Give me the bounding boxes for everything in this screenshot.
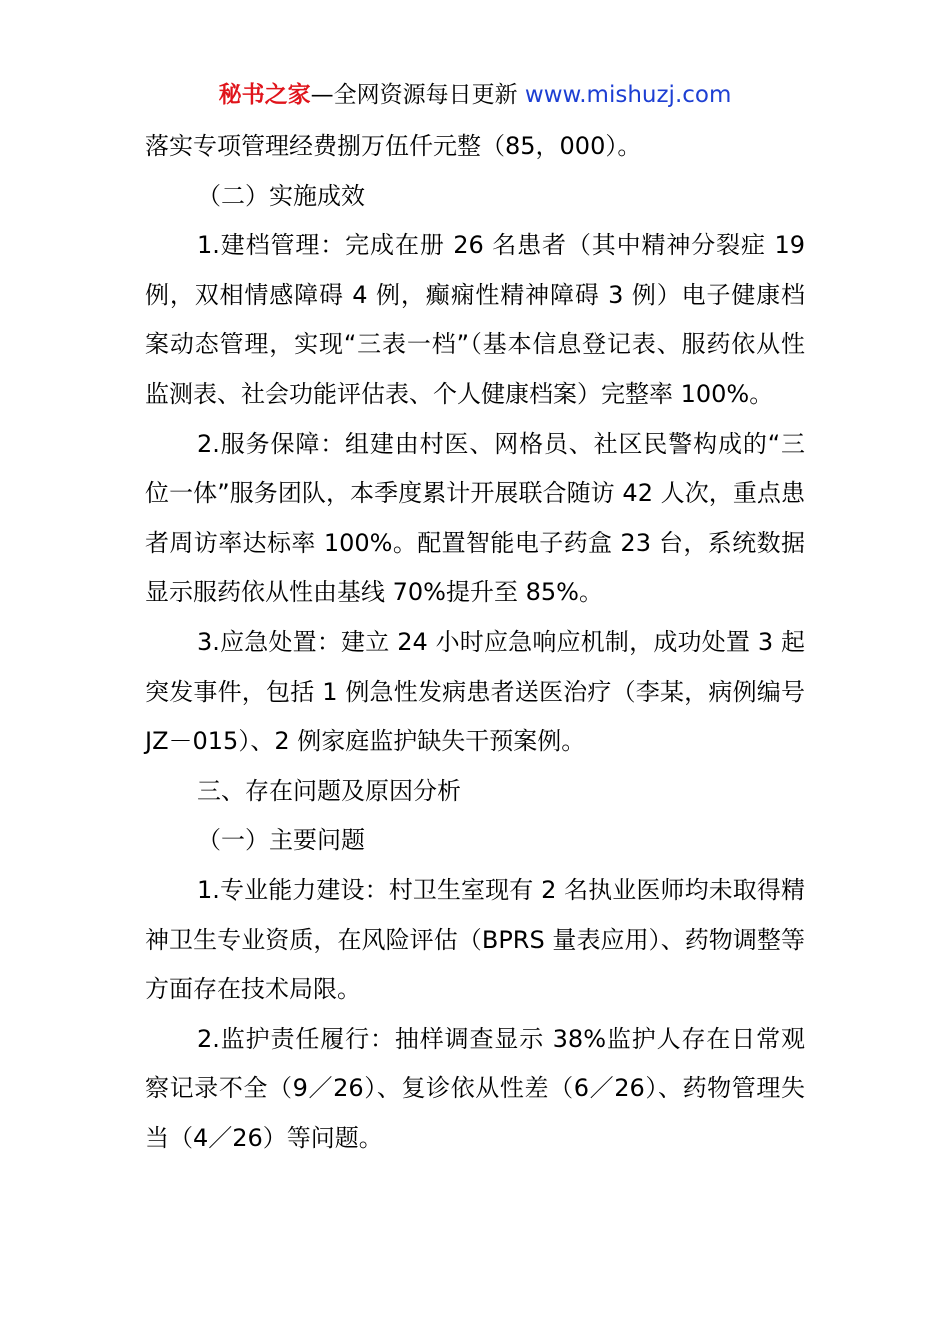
brand-name: 秘书之家 — [218, 82, 311, 108]
paragraph: 1.建档管理：完成在册 26 名患者（其中精神分裂症 19 例，双相情感障碍 4 例，癫痫性精神障碍 3 例）电子健康档案动态管理，实现“三表一档”（基本信息登记表、服药依从性监测表、社会功能评估表、个人健康档案）完整率 100%。 — [145, 231, 805, 408]
site-header — [0, 80, 950, 110]
paragraph: 2.服务保障：组建由村医、网格员、社区民警构成的“三位一体”服务团队，本季度累计开展联合随访 42 人次，重点患者周访率达标率 100%。配置智能电子药盒 23 台，系统数据显示服药依从性由基线 70%提升至 85%。 — [145, 429, 805, 607]
header-slogan: —全网资源每日更新 — [310, 82, 525, 108]
site-url-link[interactable]: www.mishuzj.com — [524, 82, 732, 108]
paragraph: 三、存在问题及原因分析 — [197, 776, 461, 805]
paragraph: 3.应急处置：建立 24 小时应急响应机制，成功处置 3 起突发事件，包括 1 例急性发病患者送医治疗（李某，病例编号 JZ－015）、2 例家庭监护缺失干预案例。 — [145, 627, 805, 756]
paragraph: （二）实施成效 — [197, 181, 365, 210]
paragraph: 2.监护责任履行：抽样调查显示 38%监护人存在日常观察记录不全（9／26）、复诊依从性差（6／26）、药物管理失当（4／26）等问题。 — [145, 1024, 805, 1152]
paragraph: 落实专项管理经费捌万伍仟元整（85，000）。 — [145, 132, 642, 160]
paragraph: 1.专业能力建设：村卫生室现有 2 名执业医师均未取得精神卫生专业资质，在风险评估（BPRS 量表应用）、药物调整等方面存在技术局限。 — [145, 875, 805, 1004]
paragraph: （一）主要问题 — [197, 826, 365, 855]
document-body — [145, 122, 805, 1163]
